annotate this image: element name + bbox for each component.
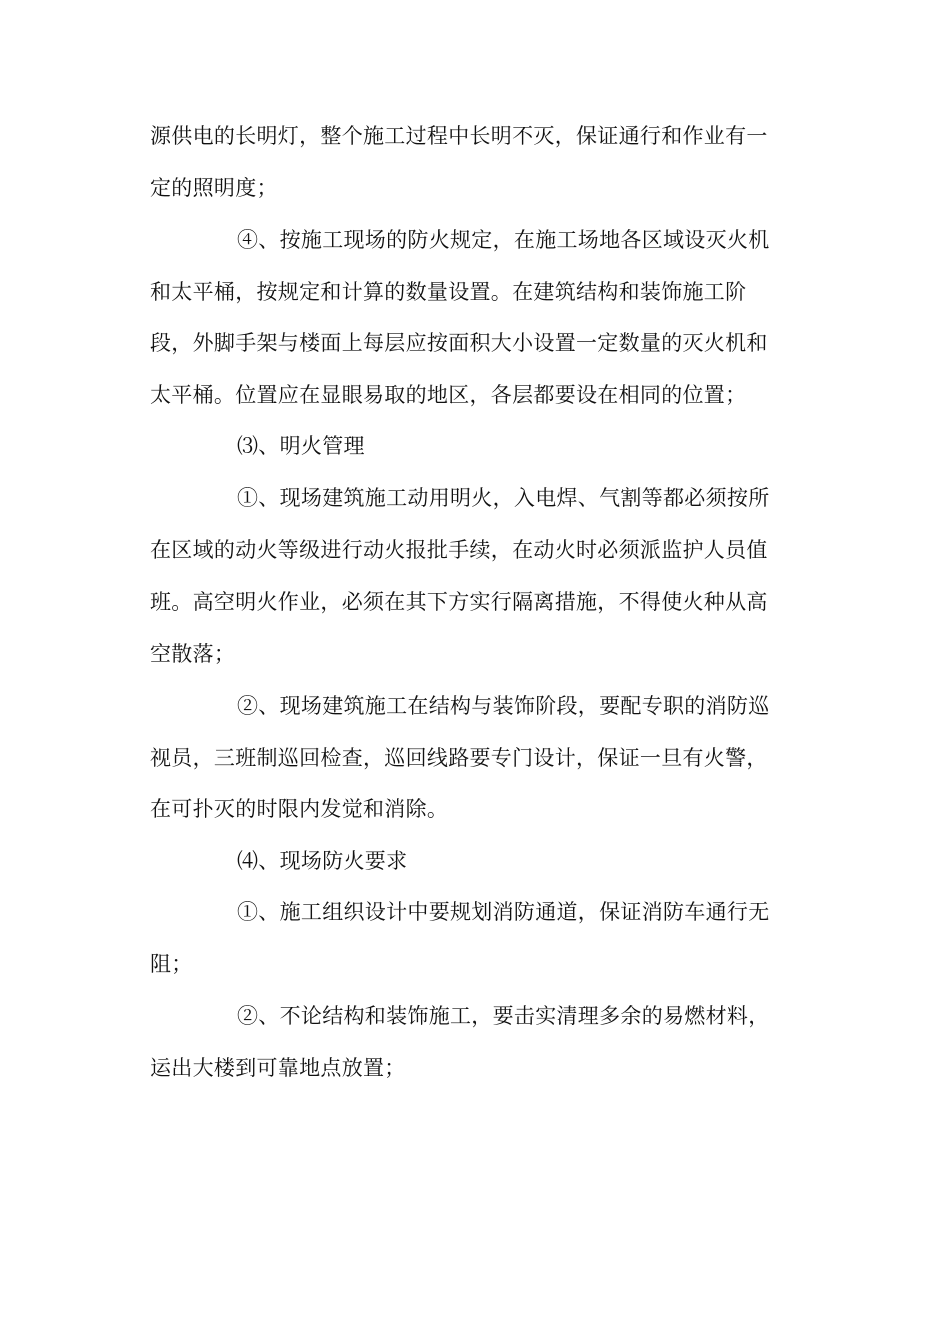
paragraph-line: ②、现场建筑施工在结构与装饰阶段，要配专职的消防巡 [237, 694, 770, 718]
paragraph-line: 定的照明度； [150, 176, 278, 200]
section-heading: ⑷、现场防火要求 [237, 849, 408, 873]
paragraph-line: 段，外脚手架与楼面上每层应按面积大小设置一定数量的灭火机和 [150, 331, 768, 355]
paragraph-line: 和太平桶，按规定和计算的数量设置。在建筑结构和装饰施工阶 [150, 280, 747, 304]
paragraph-line: 源供电的长明灯，整个施工过程中长明不灭，保证通行和作业有一 [150, 124, 768, 148]
paragraph-line: ④、按施工现场的防火规定，在施工场地各区域设灭火机 [237, 228, 770, 252]
paragraph-line: 在可扑灭的时限内发觉和消除。 [150, 797, 449, 821]
paragraph-line: 班。高空明火作业，必须在其下方实行隔离措施，不得使火种从高 [150, 590, 768, 614]
paragraph-line: 太平桶。位置应在显眼易取的地区，各层都要设在相同的位置； [150, 383, 747, 407]
section-heading: ⑶、明火管理 [237, 434, 365, 458]
paragraph-line: ①、施工组织设计中要规划消防通道，保证消防车通行无 [237, 900, 770, 924]
paragraph-line: 阻； [150, 952, 193, 976]
paragraph-line: 在区域的动火等级进行动火报批手续，在动火时必须派监护人员值 [150, 538, 768, 562]
paragraph-line: 视员，三班制巡回检查，巡回线路要专门设计，保证一旦有火警， [150, 746, 768, 770]
paragraph-line: 空散落； [150, 642, 236, 666]
paragraph-line: 运出大楼到可靠地点放置； [150, 1056, 406, 1080]
paragraph-line: ①、现场建筑施工动用明火，入电焊、气割等都必须按所 [237, 486, 770, 510]
paragraph-line: ②、不论结构和装饰施工，要击实清理多余的易燃材料， [237, 1004, 770, 1028]
